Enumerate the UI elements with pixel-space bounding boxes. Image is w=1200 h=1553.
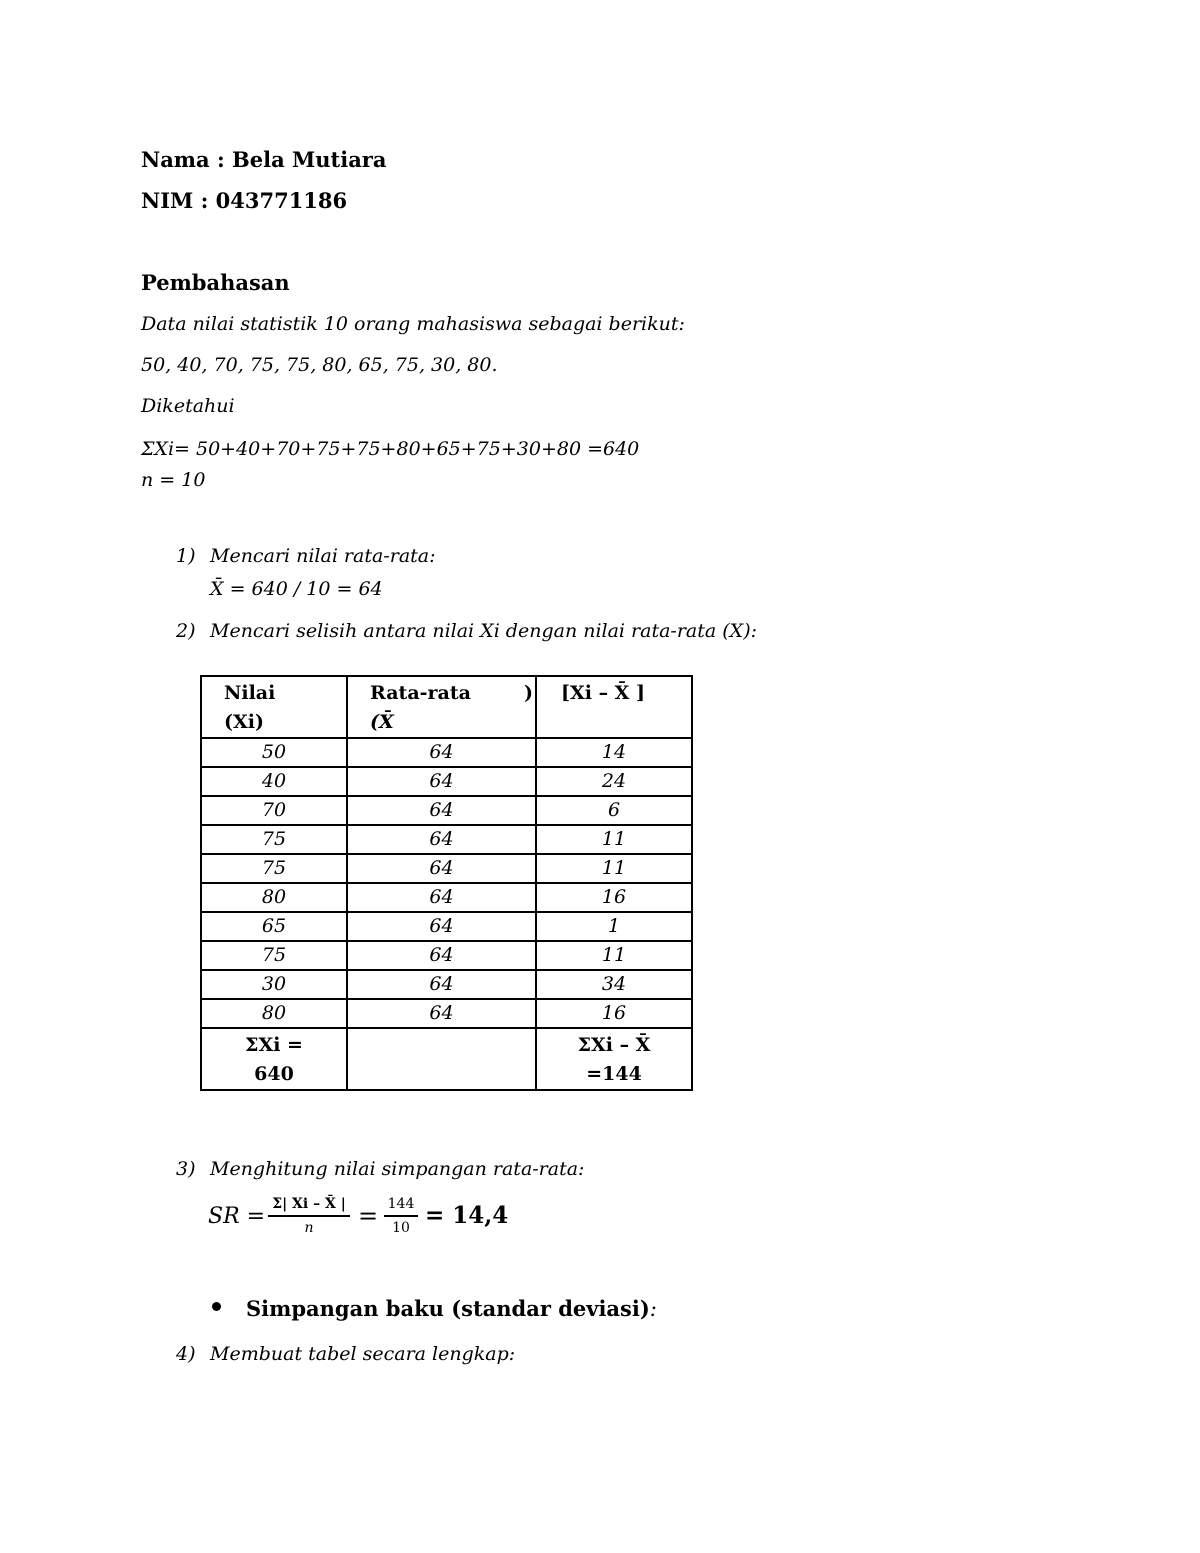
footer-empty [347,1028,536,1090]
cell-selisih: 11 [536,941,692,970]
table-footer-row [201,1028,692,1090]
cell-nilai: 75 [201,854,347,883]
footer-line: 640 [254,1063,294,1085]
step-3 [176,1158,584,1180]
cell-rata-rata: 64 [347,767,536,796]
sr-result: = 14,4 [425,1202,509,1229]
cell-rata-rata: 64 [347,912,536,941]
sr-equals: = [358,1202,379,1230]
step-4 [176,1343,515,1365]
cell-selisih: 16 [536,999,692,1028]
cell-rata-rata: 64 [347,883,536,912]
fraction-numerator: 144 [387,1196,415,1212]
step-1 [176,545,436,567]
cell-rata-rata: 64 [347,999,536,1028]
table-row [201,796,692,825]
step-number: 4) [176,1343,196,1365]
step-number: 1) [176,545,196,567]
fraction-bar [268,1215,350,1217]
step-text: Membuat tabel secara lengkap: [210,1343,516,1365]
fraction-denominator: n [304,1220,314,1236]
table-row [201,767,692,796]
sr-fraction-2 [384,1195,418,1237]
sum-formula: ΣXi= 50+40+70+75+75+80+65+75+30+80 =640 [141,438,640,460]
fraction-denominator: 10 [392,1220,410,1236]
cell-selisih: 34 [536,970,692,999]
cell-nilai: 30 [201,970,347,999]
cell-nilai: 40 [201,767,347,796]
student-nim: NIM : 043771186 [141,188,348,213]
cell-rata-rata: 64 [347,825,536,854]
cell-nilai: 80 [201,999,347,1028]
cell-nilai: 50 [201,738,347,767]
step-text: Menghitung nilai simpangan rata-rata: [210,1158,585,1180]
diketahui-label: Diketahui [141,395,235,417]
sr-fraction-1 [268,1195,350,1237]
header-line: (Xi) [224,711,264,733]
footer-sum-dev [536,1028,692,1090]
table-row [201,970,692,999]
mean-formula: X̄ = 640 / 10 = 64 [210,578,383,600]
footer-sum-xi [201,1028,347,1090]
footer-line: ΣXi – X̄ [577,1034,651,1056]
n-value: n = 10 [141,469,206,491]
footer-line: =144 [586,1063,642,1085]
data-values: 50, 40, 70, 75, 75, 80, 65, 75, 30, 80. [141,354,498,376]
step-number: 2) [176,620,196,642]
cell-selisih: 14 [536,738,692,767]
intro-line: Data nilai statistik 10 orang mahasiswa sebagai berikut: [141,313,685,335]
sr-lhs: SR = [208,1204,266,1229]
table-row [201,825,692,854]
table-row [201,854,692,883]
cell-rata-rata: 64 [347,970,536,999]
header-nilai [201,676,347,738]
fraction-numerator: Σ| Xi – X̄ | [272,1196,346,1212]
table-row [201,912,692,941]
cell-rata-rata: 64 [347,941,536,970]
student-name: Nama : Bela Mutiara [141,147,387,172]
deviation-table [200,675,693,1091]
cell-selisih: 6 [536,796,692,825]
header-line: Rata-rata [370,682,471,704]
cell-rata-rata: 64 [347,738,536,767]
header-selisih [536,676,692,738]
header-line: [Xi – X̄ ] [561,682,646,704]
table-row [201,941,692,970]
table-row [201,999,692,1028]
bullet-item [246,1296,657,1321]
bullet-icon [212,1302,221,1311]
header-line: (X̄ [370,711,394,733]
cell-selisih: 11 [536,854,692,883]
cell-rata-rata: 64 [347,796,536,825]
cell-nilai: 75 [201,825,347,854]
step-2 [176,620,757,642]
cell-selisih: 1 [536,912,692,941]
cell-rata-rata: 64 [347,854,536,883]
header-paren: ) [524,682,533,704]
step-text: Mencari nilai rata-rata: [210,545,436,567]
table-row [201,883,692,912]
cell-nilai: 80 [201,883,347,912]
section-title: Pembahasan [141,270,290,295]
table-header-row [201,676,692,738]
bullet-suffix: : [649,1297,657,1321]
cell-nilai: 75 [201,941,347,970]
cell-nilai: 65 [201,912,347,941]
step-number: 3) [176,1158,196,1180]
header-rata-rata [347,676,536,738]
header-line: Nilai [224,682,276,704]
cell-selisih: 11 [536,825,692,854]
fraction-bar [384,1215,418,1217]
table-row [201,738,692,767]
cell-selisih: 24 [536,767,692,796]
cell-selisih: 16 [536,883,692,912]
step-text: Mencari selisih antara nilai Xi dengan nilai rata-rata (X): [210,620,758,642]
bullet-text: Simpangan baku (standar deviasi) [246,1296,650,1321]
cell-nilai: 70 [201,796,347,825]
footer-line: ΣXi = [245,1034,303,1056]
